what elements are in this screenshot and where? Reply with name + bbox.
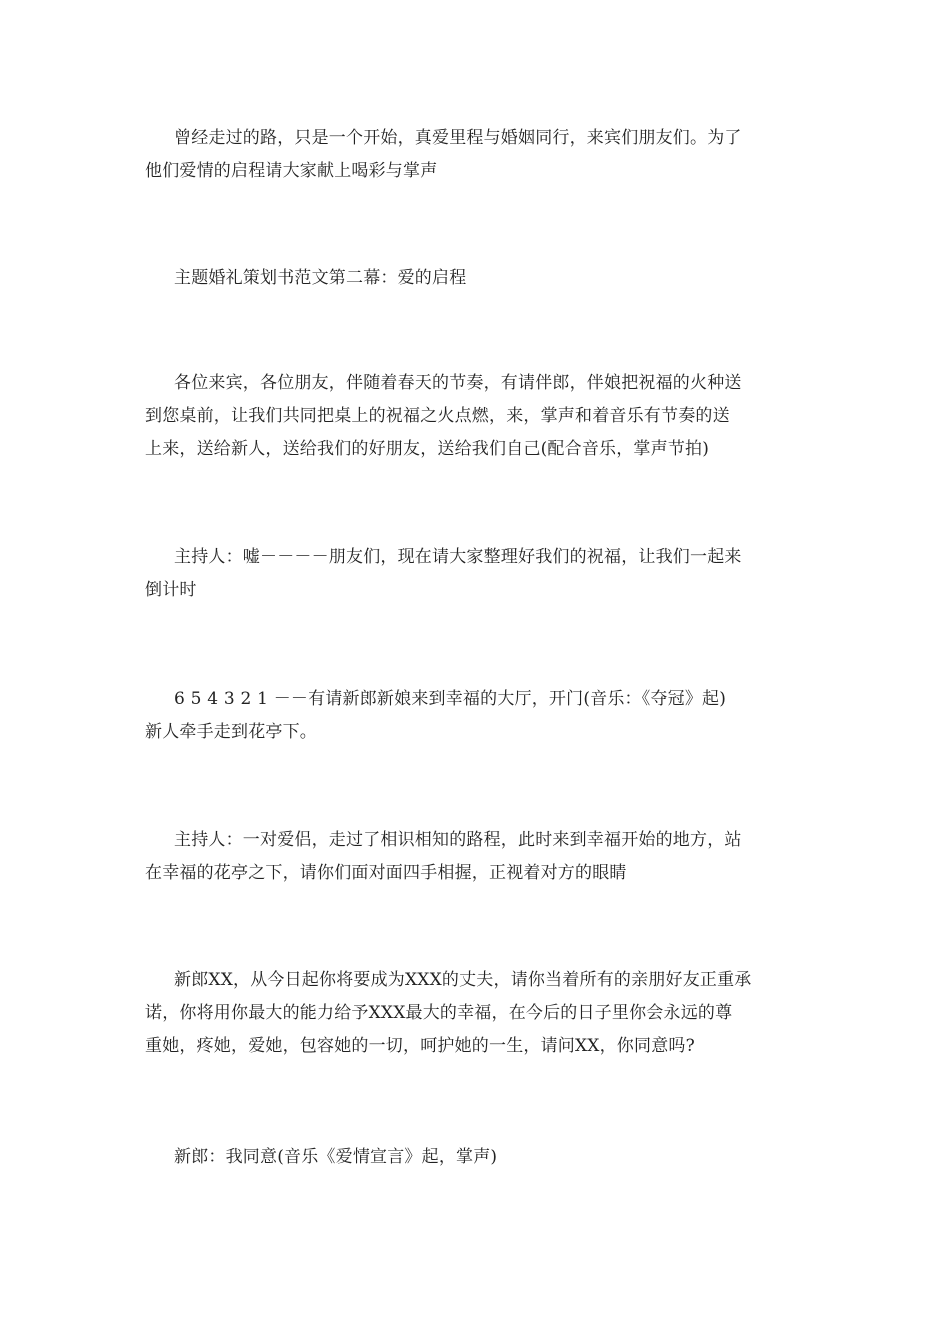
paragraph-host-pavilion — [145, 824, 810, 890]
paragraph-line: 曾经走过的路，只是一个开始，真爱里程与婚姻同行，来宾们朋友们。为了 — [174, 128, 742, 148]
paragraph-line: 新人牵手走到花亭下。 — [145, 722, 317, 742]
paragraph-line: 在幸福的花亭之下，请你们面对面四手相握，正视着对方的眼睛 — [145, 863, 627, 883]
paragraph-line: 重她，疼她，爱她，包容她的一切，呵护她的一生，请问XX，你同意吗? — [145, 1036, 695, 1056]
paragraph-line: 主题婚礼策划书范文第二幕：爱的启程 — [174, 268, 467, 288]
paragraph-line: 新郎XX，从今日起你将要成为XXX的丈夫，请你当着所有的亲朋好友正重承 — [174, 970, 752, 990]
paragraph-line: 诺，你将用你最大的能力给予XXX最大的幸福，在今后的日子里你会永远的尊 — [145, 1003, 733, 1023]
paragraph-line: 各位来宾，各位朋友，伴随着春天的节奏，有请伴郎，伴娘把祝福的火种送 — [174, 373, 742, 393]
paragraph-groom-vow-question — [145, 964, 810, 1063]
paragraph-line: 他们爱情的启程请大家献上喝彩与掌声 — [145, 161, 438, 181]
paragraph-opening-applause — [145, 122, 810, 188]
paragraph-couple-entrance — [145, 683, 810, 749]
paragraph-line: 上来，送给新人，送给我们的好朋友，送给我们自己(配合音乐，掌声节拍) — [145, 439, 710, 459]
section-heading-act-two — [145, 262, 810, 295]
paragraph-host-countdown — [145, 541, 810, 607]
paragraph-groom-answer — [145, 1141, 810, 1174]
paragraph-line: 主持人：嘘－－－－朋友们，现在请大家整理好我们的祝福，让我们一起来 — [174, 547, 742, 567]
paragraph-line: 新郎：我同意(音乐《爱情宣言》起，掌声) — [174, 1147, 498, 1167]
paragraph-line: 6 5 4 3 2 1 －－有请新郎新娘来到幸福的大厅，开门(音乐：《夺冠》起) — [174, 689, 727, 709]
paragraph-line: 到您桌前，让我们共同把桌上的祝福之火点燃，来，掌声和着音乐有节奏的送 — [145, 406, 730, 426]
paragraph-guests-welcome — [145, 367, 810, 466]
paragraph-line: 倒计时 — [145, 580, 197, 600]
paragraph-line: 主持人：一对爱侣，走过了相识相知的路程，此时来到幸福开始的地方，站 — [174, 830, 742, 850]
